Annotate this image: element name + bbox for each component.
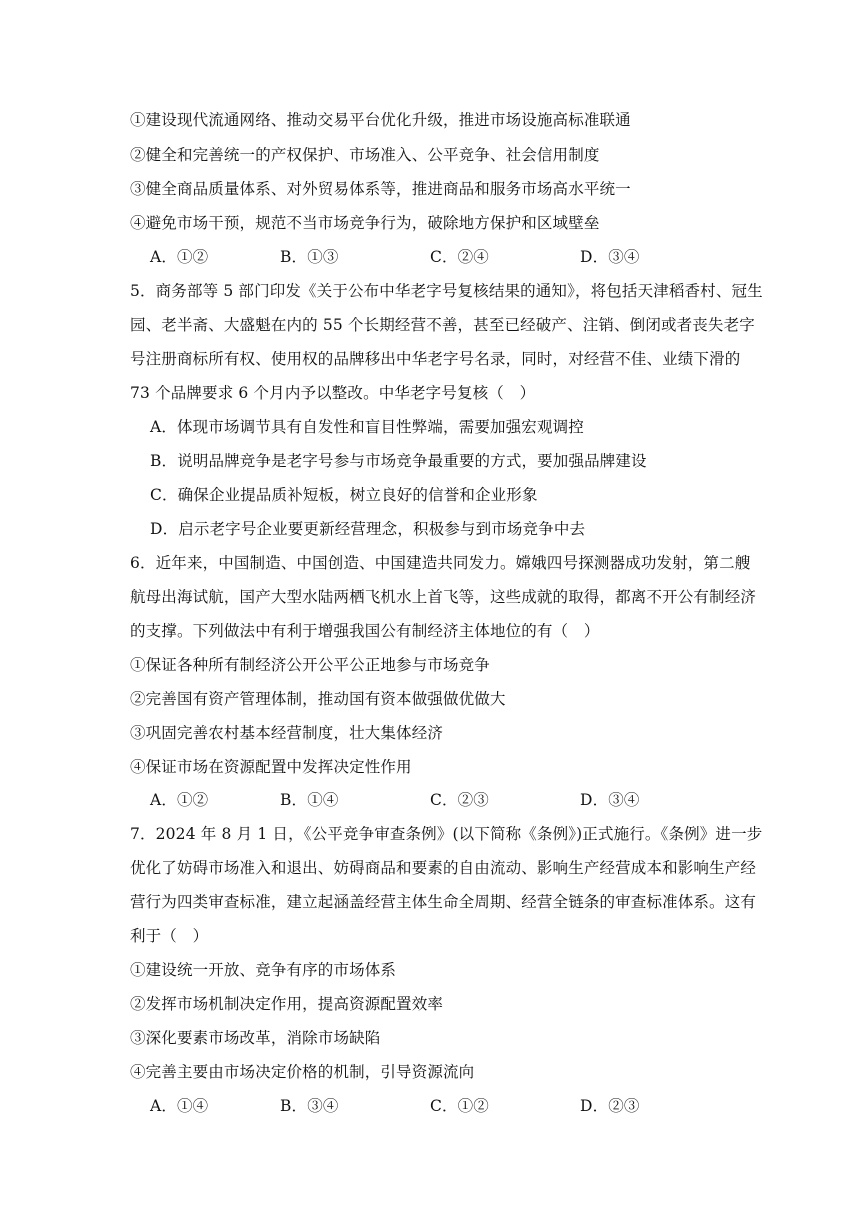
q4-statement-2: ②健全和完善统一的产权保护、市场准入、公平竞争、社会信用制度	[130, 146, 600, 164]
q7-statement-2: ②发挥市场机制决定作用，提高资源配置效率	[130, 995, 444, 1013]
q5-stem-line-2: 园、老半斋、大盛魁在内的 55 个长期经营不善，甚至已经破产、注销、倒闭或者丧失老字	[130, 316, 755, 334]
q7-statement-4: ④完善主要由市场决定价格的机制，引导资源流向	[130, 1063, 475, 1081]
q6-option-b[interactable]: B．①④	[280, 791, 339, 809]
q7-stem-line-2: 优化了妨碍市场准入和退出、妨碍商品和要素的自由流动、影响生产经营成本和影响生产经	[130, 859, 757, 877]
q4-option-b[interactable]: B．①③	[280, 248, 339, 266]
q4-statement-3: ③健全商品质量体系、对外贸易体系等，推进商品和服务市场高水平统一	[130, 180, 631, 198]
q7-statement-1: ①建设统一开放、竞争有序的市场体系	[130, 961, 397, 979]
q5-choice-a[interactable]: A．体现市场调节具有自发性和盲目性弊端，需要加强宏观调控	[150, 418, 584, 436]
q4-option-a[interactable]: A．①②	[150, 248, 209, 266]
q5-stem-line-4: 73 个品牌要求 6 个月内予以整改。中华老字号复核（ ）	[130, 384, 536, 402]
q7-option-c[interactable]: C．①②	[430, 1097, 489, 1115]
q6-option-c[interactable]: C．②③	[430, 791, 489, 809]
q6-statement-2: ②完善国有资产管理体制，推动国有资本做强做优做大	[130, 690, 506, 708]
q7-stem-line-4: 利于（ ）	[130, 927, 209, 945]
q6-option-a[interactable]: A．①②	[150, 791, 209, 809]
q6-stem-line-2: 航母出海试航，国产大型水陆两栖飞机水上首飞等，这些成就的取得，都离不开公有制经济	[130, 588, 757, 606]
q7-option-d[interactable]: D．②③	[580, 1097, 640, 1115]
q7-stem-line-3: 营行为四类审查标准，建立起涵盖经营主体生命全周期、经营全链条的审查标准体系。这有	[130, 893, 757, 911]
q6-option-d[interactable]: D．③④	[580, 791, 640, 809]
q6-statement-3: ③巩固完善农村基本经营制度，壮大集体经济	[130, 724, 444, 742]
q4-option-c[interactable]: C．②④	[430, 248, 489, 266]
q6-statement-1: ①保证各种所有制经济公开公平公正地参与市场竞争	[130, 656, 490, 674]
q7-stem-line-1: 7．2024 年 8 月 1 日，《公平竞争审查条例》(以下简称《条例》)正式施行。《条例》进一步	[130, 825, 763, 843]
q5-choice-d[interactable]: D．启示老字号企业要更新经营理念，积极参与到市场竞争中去	[150, 520, 586, 538]
q7-statement-3: ③深化要素市场改革，消除市场缺陷	[130, 1029, 381, 1047]
q7-option-a[interactable]: A．①④	[150, 1097, 209, 1115]
q5-choice-c[interactable]: C．确保企业提品质补短板，树立良好的信誉和企业形象	[150, 486, 538, 504]
q6-stem-line-3: 的支撑。下列做法中有利于增强我国公有制经济主体地位的有（ ）	[130, 622, 600, 640]
q5-stem-line-1: 5．商务部等 5 部门印发《关于公布中华老字号复核结果的通知》，将包括天津稻香村、冠生	[130, 282, 763, 300]
q4-option-d[interactable]: D．③④	[580, 248, 640, 266]
q5-stem-line-3: 号注册商标所有权、使用权的品牌移出中华老字号名录，同时，对经营不佳、业绩下滑的	[130, 350, 741, 368]
q4-statement-4: ④避免市场干预，规范不当市场竞争行为，破除地方保护和区域壁垒	[130, 214, 600, 232]
q6-statement-4: ④保证市场在资源配置中发挥决定性作用	[130, 758, 412, 776]
q4-statement-1: ①建设现代流通网络、推动交易平台优化升级，推进市场设施高标准联通	[130, 111, 631, 129]
q5-choice-b[interactable]: B．说明品牌竞争是老字号参与市场竞争最重要的方式，要加强品牌建设	[150, 452, 647, 470]
q7-option-b[interactable]: B．③④	[280, 1097, 339, 1115]
q6-stem-line-1: 6．近年来，中国制造、中国创造、中国建造共同发力。嫦娥四号探测器成功发射，第二艘	[130, 554, 751, 572]
